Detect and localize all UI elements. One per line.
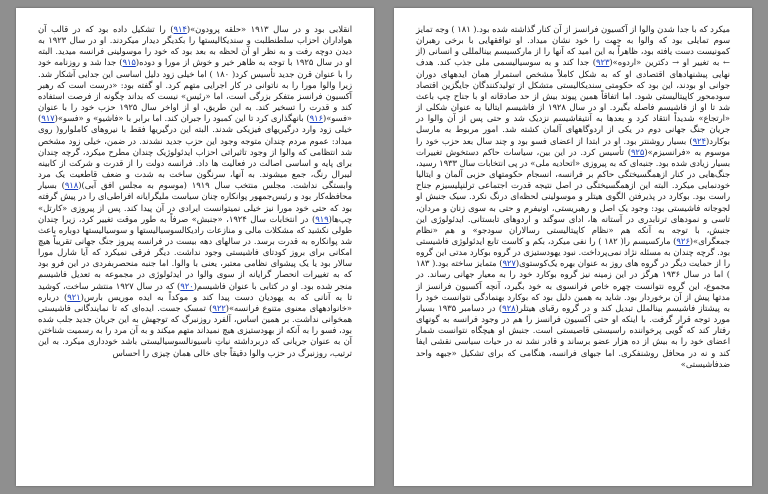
footnote-ref-link[interactable]: ۹۲۱ — [67, 291, 81, 302]
footnote-ref-link[interactable]: ۹۲۲ — [212, 302, 226, 313]
footnote-ref-link[interactable]: ۹۲۷ — [502, 258, 516, 269]
right-page-body-text: میکرد که با جدا شدن والوا از آکسیون فرانسز از آن کنار گذاشته شده بود.( ۱۸۱ ) وجه تمایز سوم تمایلی بود که والوا به جهت را خود نشان میداد. او توافقهایی با برخی رهبران کمونیست دست یافته بود، ظاهراً به این امید که آنها را از مارکسیسم بینالمللی و انسانی (از ← به تغییر او → دکترین «اردوه»(۹۲۳) جدا کند و به سوسیالیسمی ملی جذب کند. هدف نهایی پیشنهادهای اقتصادی او که به شکل کاملاً مشخص استمرار همان ایدههای دوران جوانی او بودند، این بود که حکومتی سندیکالیستی متشکل از تولیدکنندگان جایگزین اقتصاد سودمحور کاپیتالیستی شود. اما اتفاقاً همین پیوند بیش از حد صادقانه او با جناح چپ باعث شد تا او از فاشیسم فاصله بگیرد. او در سال ۱۹۲۸ از فاشیسم ایتالیا به عنوان شکلی از «ارتجاع» شدیداً انتقاد کرد و بعدها به آنتیفاشیسم نزدیک شد و حتی پس از آن والوا در جریان جنگ جهانی دوم در یکی از اردوگاههای آلمان کشته شد. امور مربوط به مارسل بوکارد(۹۲۴) بسیار روشنتر بود. او در ابتدا از اعضای فسو بود و چند سال بعد حزب خود را موسوم به «فرانسیزم»(۹۲۵) تأسیس کرد. در این بین، سیاسات حاکم دستخوش تغییرات بسیار زیادی شده بود. جنبه‌ای که به پیروزی «اتحادیه ملی» در پی انتخابات سال ۱۹۳۳ رسید، جنگ‌هایی در کنار ازهمگسیختگی حاکم بر فرانسه، انسجام حکومتهای حزبی آلمان و ایتالیا خودنمایی میکرد. البته این ازهمگسیختگی در اصل نتیجه قدرت اجتماعی ترلنپلیسیزم جناح راست بود. بوکارد در پذیرفتن الگوی هیتلر و موسولینی لحظه‌ای درنگ نکرد. سیک جنبش او لجوجانه فاشیستی بود: وجود یک اصل و رهبریستی، اونیفرم و حتی به سوی زنان و مردان، تاسی و نمودهای ترنابدری در آستانه ها، ادای سوگند و اردوهای تابستانی. ایدئولوژی این جنبش، با توجه به آنکه هم «نظام کاپیتالیستی رسالاران سودجو» و هم «نظام جمعگرای»(۹۲۶) مارکسیسم را( ۱۸۲ ) را نفی میکرد، بکم و کاست تابع ایدئولوژی فاشیستی بود. گرچه چندان به مسئله نژاد نمی‌پرداخت. نبود یهودستیزی در گروه بوکارد مدتی این گروه را از حمایت دیگر در گروه های روز به عنوان بهره یک‌کوستوی(۹۲۷) متمایز ساخته بود.( ۱۸۳ ) اما در سال ۱۹۳۶ هرگز در این زمینه نیز گروه بوکارد خود را به معیار جهانی رساند. در مجموع، این گروه نتوانست چهره خاص فرانسوی به خود بگیرد، آنچه آکسیون فرانسز از مدتها پیش از آن برخوردار بود. شاید به همین دلیل بود که بوکارد بهنمادگی نتوانست خود را به پیشتاز فاشیسم بینالملل تبدیل کند و در گروه رقبای هیتلر(۹۲۸) در دسامبر ۱۹۳۵ بسیار مورد توجه قرار گرفت. با اینکه او حتی آکسیون فرانسز را هم در وجود فرانسه به گونهای رفتار کند که گویی پرخواننده راسیستی قاصیستی است. جنبش او هیچگاه نتوانست شمار اعضای خود را به بیش از ده هزار عضو برساند و قادر نشد نه در حیات سیاسی نقشی ایفا کند و نه در محافل روشنفکری. اما جبهای فرانسه، هنگامی که برای تشکیل «جبهه واحد ضدفاشیستی» — [416, 24, 731, 369]
footnote-ref-link[interactable]: ۹۱۹ — [315, 213, 329, 224]
right-page — [394, 8, 752, 486]
footnote-ref-link[interactable]: ۹۲۰ — [180, 280, 194, 291]
footnote-ref-link[interactable]: ۹۱۸ — [64, 180, 79, 191]
left-page-body-text: انقلابی بود و در سال ۱۹۱۳ «حلقه پرودون»(۹۱۴) را تشکیل داده بود که در قالب آن هواداران احزاب سلطنطلبت و سندیکالیستها را بکدیگر دیدار میکردند. او در سال ۱۹۲۳ به دیدن دوچه رفت و به نظر او آن لحظه به بعد بود که خود را موسولینی فرانسه میدید. البته او در سال ۱۹۲۵ با توجه به ظاهر خیر و خوش از مورا و دوده(۹۱۵) جدا شد و روزنامه خود را با عنوان قرن جدید تأسیس کرد( ۱۸۰ ) اما خیلی زود دلیل اساسی این جدایی آشکار شد. زیرا والوا مورا را به ناتوانی در کار اجرایی متهم کرد. او گفته بود: «درست است که رهبر آکسیون فرانسز متفکر بزرگی است، اما «رئیس» نیست که بداند چگونه از فرصت استفاده کند و قدرت را تسخیر کند. به این طریق، او از اواخر سال ۱۹۲۵ حزب خود را با عنوان «فسو»(۹۱۶) بانهگذاری کرد تا این کمبود را جبران کند. اما برابر با «فاشیو» و «فسو»(۹۱۷) خیلی زود وارد درگیریهای فیزیکی شدند. البته این درگیریها فقط با نیروهای کاملوارو( روی میداد: عموم مردم چندان متوجه وجود این حزب جدید نشدند. در ضمن، خیلی زود مشخص شد انتظامی که والوا از وجود تاثیراتی احزاب ایدئولوژیک چندان مطرح میکرد، گرچه چندان برای پایه و اساسی اصالت در فعالیت ها داد. فرانسه دولت را از قدرت و شرکت از کابینه لیبرال رنگ، جمع میشوند. به آنها، سرنگون ساخت به شدت و ضعف قاطعیت یک مرد وابستگی نداشت. مجلس منتخب سال ۱۹۱۹ (موسوم به مجلس افق آبی)(۹۱۸) بسیار محافظه‌کار بود و رئیس‌جمهور پوانکاره چنان سیاست ملیگرایانه افراطی‌ای را در پیش گرفته بود که حتی خود مورا نیز خیلی نمیتوانست ایرادی در آن پیدا کند. پس از پیروزی «کارتل» چپ‌ها(۹۱۹) در انتخابات سال ۱۹۲۴، «جنبش» صرفاً به طور موقت تغییر کرد، زیرا چندان طولی نکشید که مشکلات مالی و منازعات رادیکالسوسیالیستها و سوسیالیستها دوباره باعث شد پوانکاره به قدرت برسد. در سالهای دهه بیست در فرانسه پیروز جنگ جهانی تقریباً هیچ امکانی برای بروز کودتای فاشیستی وجود نداشت. دیگر فرقی نمیکرد که آیا شارل مورا سالار بود یا یک پیشوای نظامی معتبر، یعنی با والوا. اما جنبه منحصربفردی در این فرو بود که به تغییرات انحصار گرایانه از سوی والوا در ایدئولوژی در مجموعه به تعدیل فاشیسم منجر شده بود. او در کتابی با عنوان فاشیسم(۹۲۰) که در سال ۱۹۲۷ منتشر ساخت، کوشید تا به آنانی که به یهودیان دست پیدا کند و موکداً به ایده موریس بارس(۹۲۱) درباره «خانوادههای معنوی متنوع فرانسه»(۹۲۲) تمسک جست. ایده‌ای که تا نمایندگانی فاشیستی همخوانی نداشت. بر همین اساس، آلفرد روزنبرگ که توجهش به این جریان جدید جلب شده بود، فسو را به آنکه از بهودستیزی هیچ نمیداند متهم میکند و به آن مرد را به رسمیت شناختن آن به عنوان جریانی که دربرداشته نیاتِ ناسیونالسوسیالیستی باشد خودداری میکرد. به این ترتیب، روزنبرگ در حزب والوا دقیقاً جای خالی همان چیزی را احساس — [38, 24, 353, 358]
footnote-ref-link[interactable]: ۹۲۸ — [502, 302, 516, 313]
footnote-ref-link[interactable]: ۹۲۳ — [596, 57, 610, 68]
footnote-ref-link[interactable]: ۹۲۴ — [692, 135, 706, 146]
footnote-ref-link[interactable]: ۹۱۵ — [122, 57, 136, 68]
footnote-ref-link[interactable]: ۹۱۴ — [173, 24, 187, 34]
footnote-ref-link[interactable]: ۹۱۶ — [309, 113, 323, 124]
left-page — [16, 8, 374, 486]
footnote-ref-link[interactable]: ۹۲۵ — [630, 146, 645, 157]
footnote-ref-link[interactable]: ۹۱۷ — [41, 113, 55, 124]
footnote-ref-link[interactable]: ۹۲۶ — [676, 235, 690, 246]
